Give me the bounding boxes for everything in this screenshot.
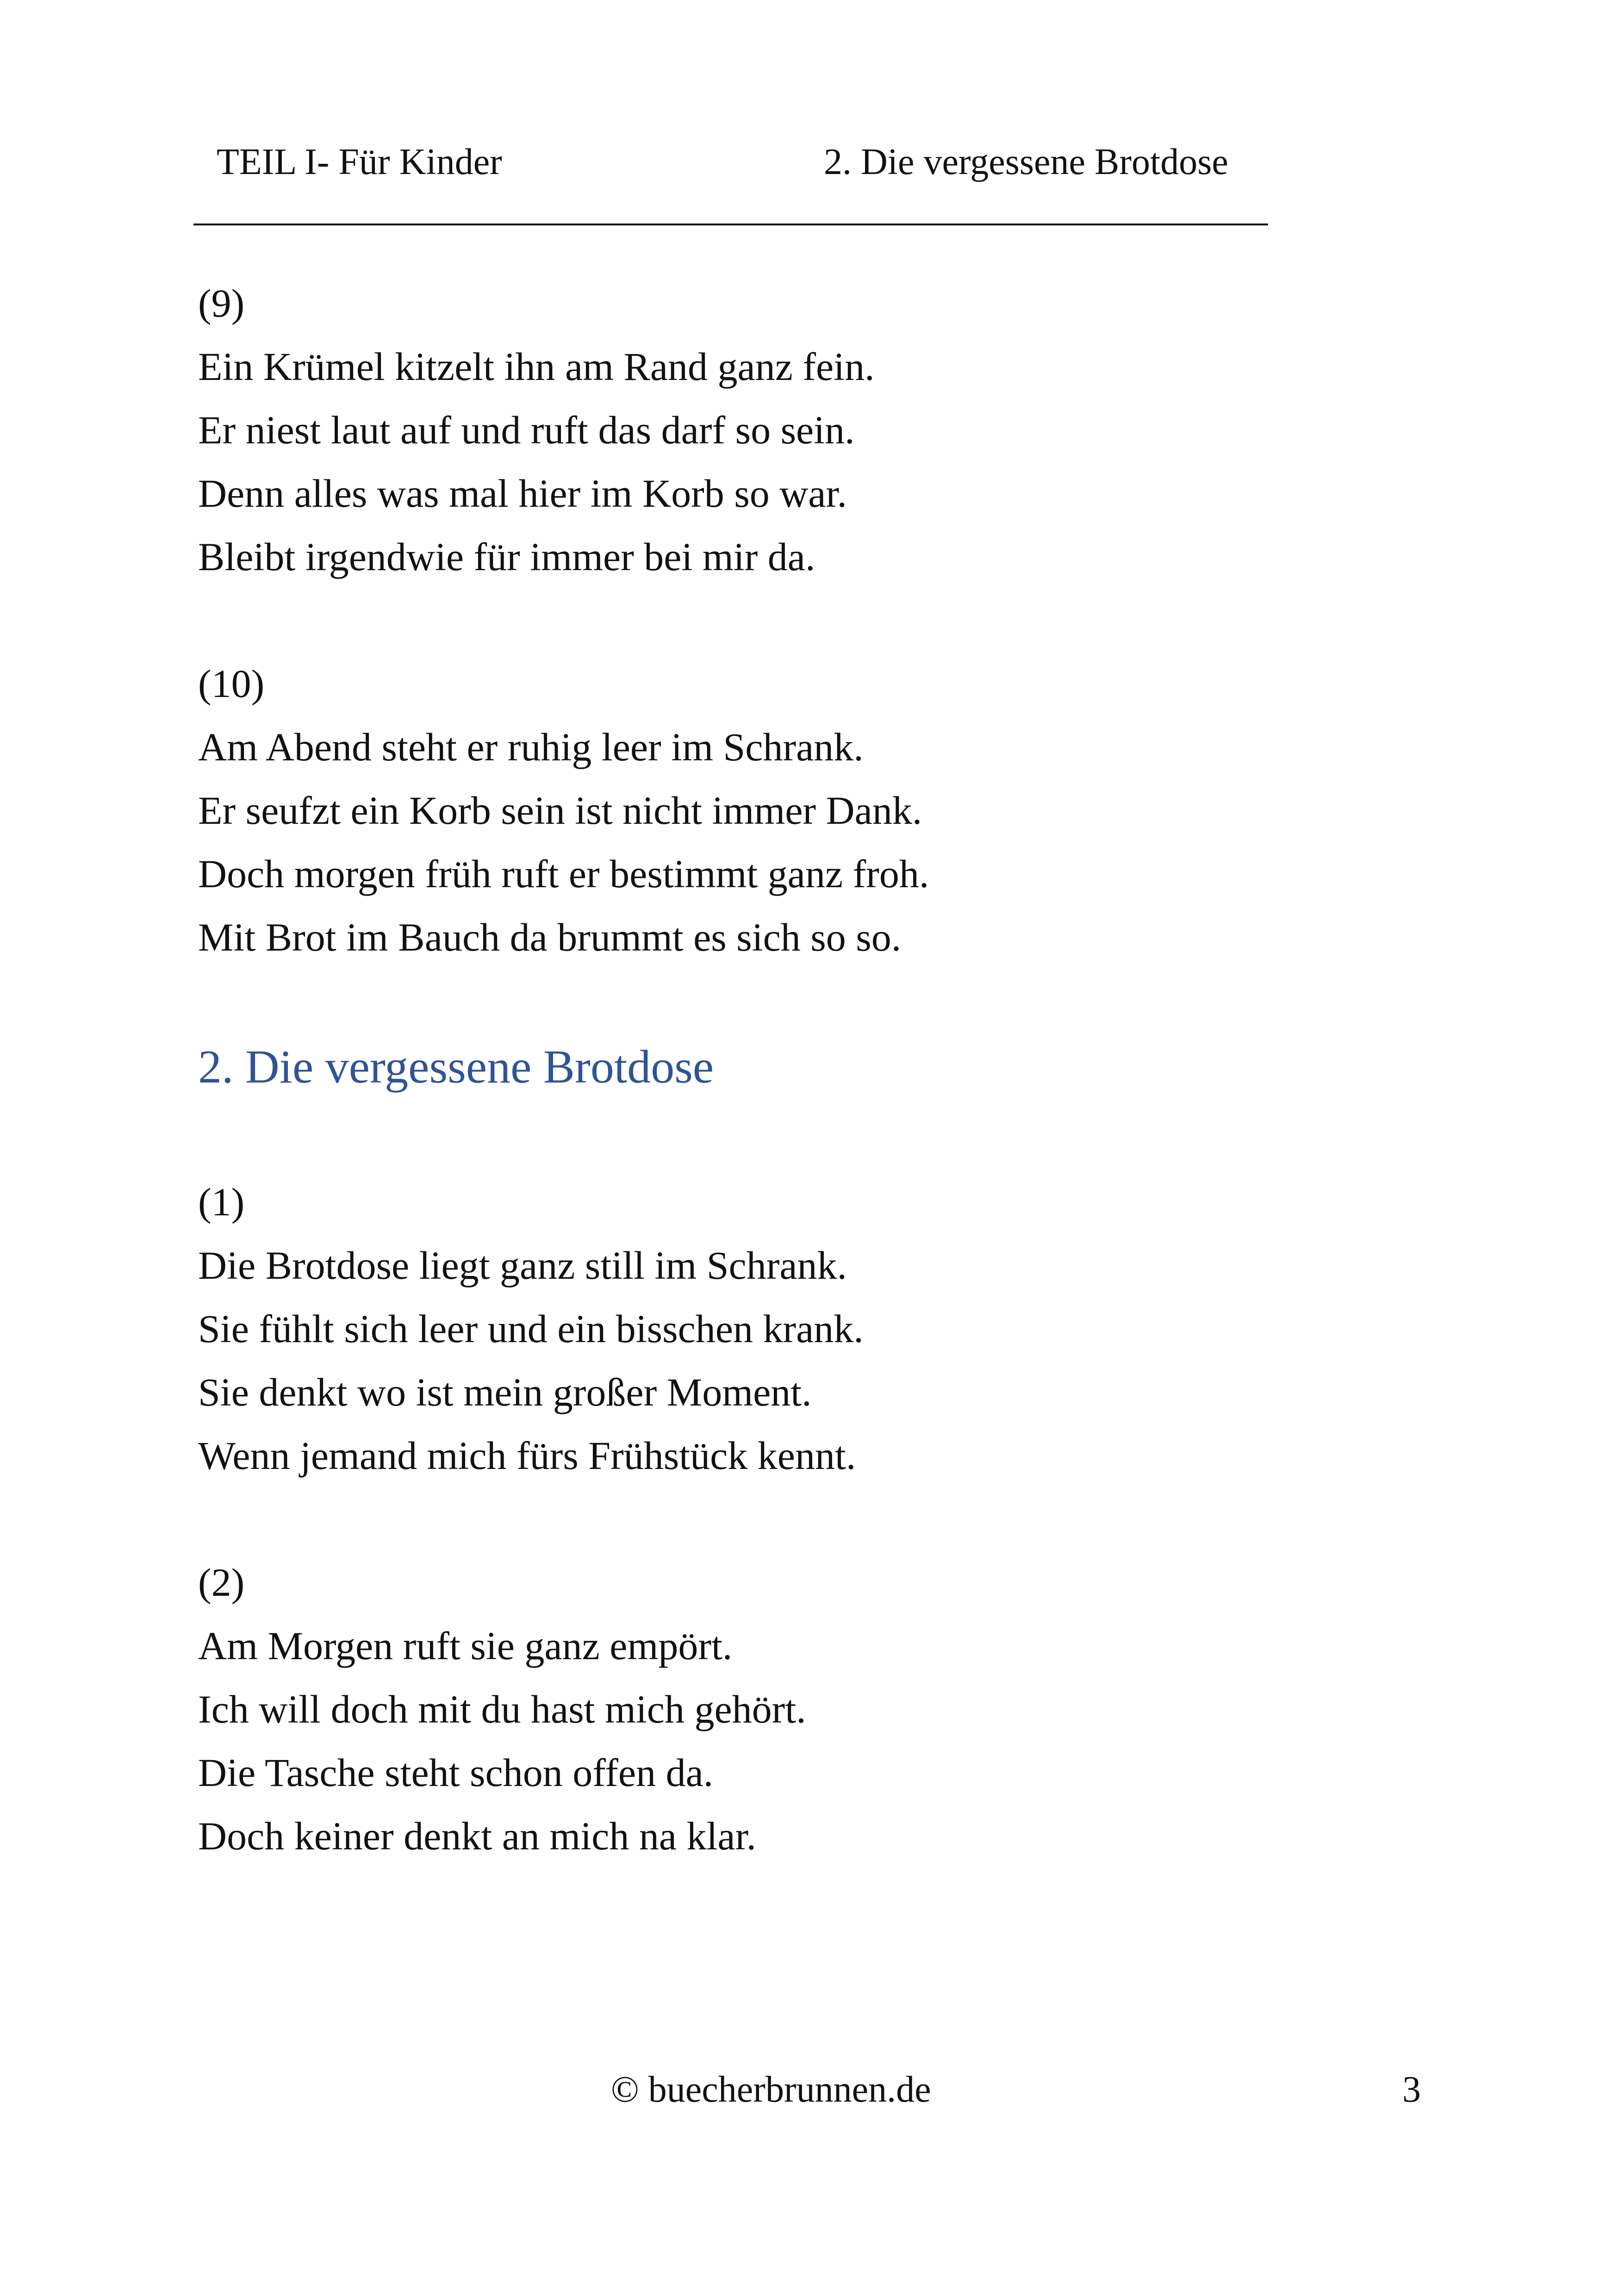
stanza (198, 652, 1448, 969)
stanza-number: (2) (198, 1560, 245, 1605)
verse-line: Sie denkt wo ist mein großer Moment. (198, 1370, 812, 1414)
stanza (198, 272, 1448, 589)
verse-line: Am Morgen ruft sie ganz empört. (198, 1624, 733, 1668)
verse-line: Bleibt irgendwie für immer bei mir da. (198, 535, 815, 579)
stanza-number: (9) (198, 281, 245, 325)
verse-line: Doch keiner denkt an mich na klar. (198, 1814, 756, 1858)
stanza-number: (10) (198, 661, 265, 706)
verse-line: Wenn jemand mich fürs Frühstück kennt. (198, 1433, 856, 1478)
verse-line: Ein Krümel kitzelt ihn am Rand ganz fein. (198, 344, 875, 389)
verse-line: Er seufzt ein Korb sein ist nicht immer Dank. (198, 788, 922, 833)
stanza-number: (1) (198, 1180, 245, 1224)
stanza (198, 1551, 1448, 1868)
main-content (198, 272, 1448, 1931)
verse-line: Mit Brot im Bauch da brummt es sich so so. (198, 915, 902, 959)
header-divider (193, 224, 1268, 225)
running-header-left: TEIL I- Für Kinder (217, 142, 502, 182)
verse-line: Am Abend steht er ruhig leer im Schrank. (198, 725, 864, 769)
footer-copyright: © buecherbrunnen.de (611, 2069, 931, 2110)
verse-line: Die Brotdose liegt ganz still im Schrank. (198, 1243, 847, 1288)
verse-line: Ich will doch mit du hast mich gehört. (198, 1687, 806, 1731)
verse-line: Sie fühlt sich leer und ein bisschen krank. (198, 1307, 864, 1351)
running-header-right: 2. Die vergessene Brotdose (824, 142, 1228, 182)
verse-line: Die Tasche steht schon offen da. (198, 1750, 714, 1795)
verse-line: Er niest laut auf und ruft das darf so sein. (198, 408, 855, 452)
stanza (198, 1170, 1448, 1487)
verse-line: Denn alles was mal hier im Korb so war. (198, 471, 847, 516)
page-number: 3 (1402, 2069, 1421, 2110)
section-heading: 2. Die vergessene Brotdose (198, 1041, 714, 1093)
verse-line: Doch morgen früh ruft er bestimmt ganz froh. (198, 852, 929, 896)
